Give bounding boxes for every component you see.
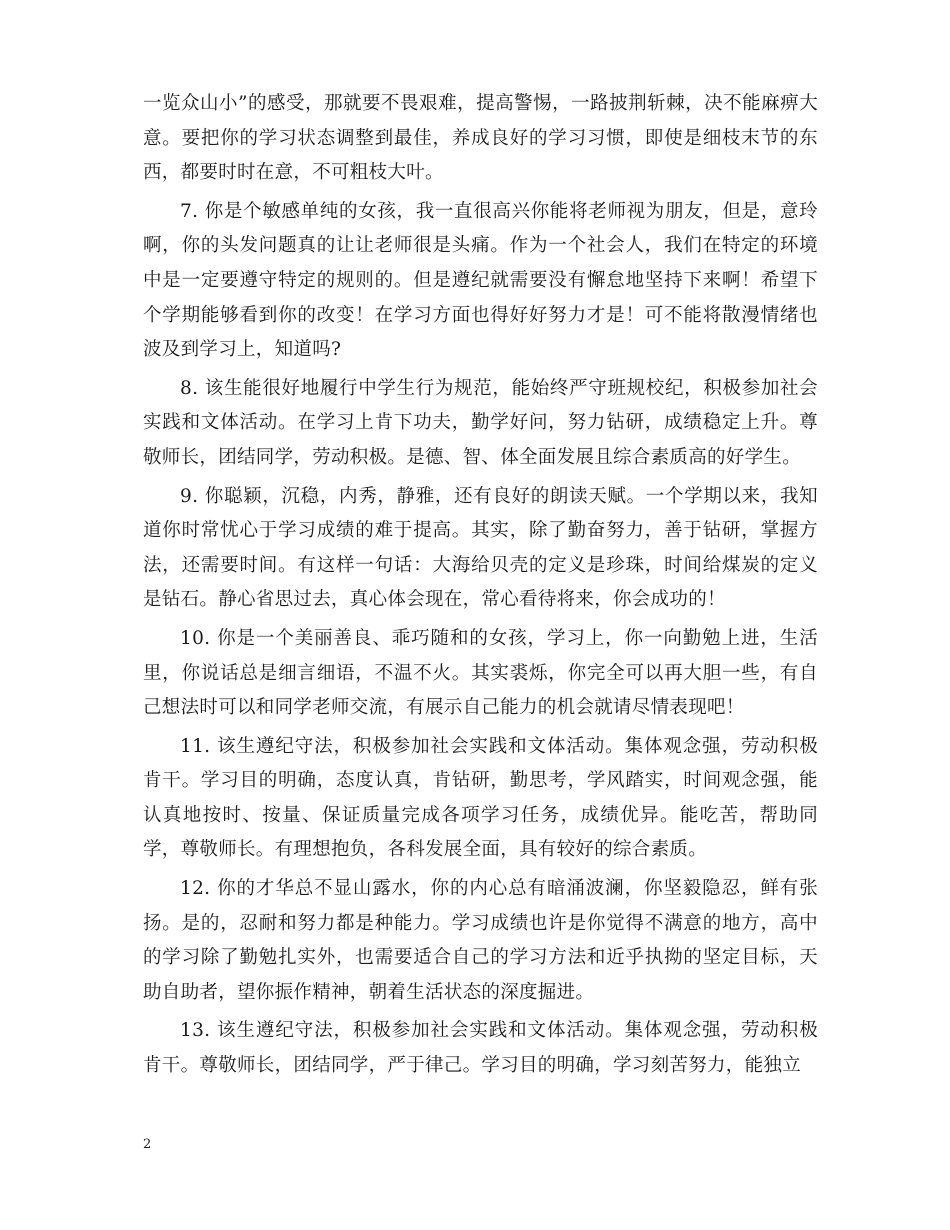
paragraph-comment-11: 11. 该生遵纪守法，积极参加社会实践和文体活动。集体观念强，劳动积极肯干。学习目的明确，态度认真，肯钻研，勤思考，学风踏实，时间观念强，能认真地按时、按量、保证质量完成各项学习任务，成绩优异。能吃苦，帮助同学，尊敬师长。有理想抱负，各科发展全面，具有较好的综合素质。: [143, 735, 818, 861]
page-number: 2: [143, 1137, 152, 1152]
document-body: [143, 87, 818, 1088]
paragraph-comment-12: 12. 你的才华总不显山露水，你的内心总有暗涌波澜，你坚毅隐忍，鲜有张扬。是的，忍耐和努力都是种能力。学习成绩也许是你觉得不满意的地方，高中的学习除了勤勉扎实外，也需要适合自己的学习方法和近乎执拗的坚定目标，天助自助者，望你振作精神，朝着生活状态的深度掘进。: [143, 878, 818, 1003]
paragraph-comment-10: 10. 你是一个美丽善良、乖巧随和的女孩，学习上，你一向勤勉上进，生活里，你说话总是细言细语，不温不火。其实裘烁，你完全可以再大胆一些，有自己想法时可以和同学老师交流，有展示自己能力的机会就请尽情表现吧！: [143, 627, 818, 719]
paragraph-comment-9: 9. 你聪颖，沉稳，内秀，静雅，还有良好的朗读天赋。一个学期以来，我知道你时常忧心于学习成绩的难于提高。其实，除了勤奋努力，善于钻研，掌握方法，还需要时间。有这样一句话：大海给贝壳的定义是珍珠，时间给煤炭的定义是钻石。静心省思过去，真心体会现在，常心看待将来，你会成功的！: [143, 485, 818, 611]
paragraph-comment-13: 13. 该生遵纪守法，积极参加社会实践和文体活动。集体观念强，劳动积极肯干。尊敬师长，团结同学，严于律己。学习目的明确，学习刻苦努力，能独立: [143, 1020, 818, 1077]
paragraph-continued: 一览众山小”的感受，那就要不畏艰难，提高警惕，一路披荆斩棘，决不能麻痹大意。要把你的学习状态调整到最佳，养成良好的学习习惯，即使是细枝末节的东西，都要时时在意，不可粗枝大叶。: [143, 93, 818, 184]
paragraph-comment-7: 7. 你是个敏感单纯的女孩，我一直很高兴你能将老师视为朋友，但是，意玲啊，你的头发问题真的让让老师很是头痛。作为一个社会人，我们在特定的环境中是一定要遵守特定的规则的。但是遵纪就需要没有懈怠地坚持下来啊！希望下个学期能够看到你的改变！在学习方面也得好好努力才是！可不能将散漫情绪也波及到学习上，知道吗?: [143, 200, 818, 361]
paragraph-comment-8: 8. 该生能很好地履行中学生行为规范，能始终严守班规校纪，积极参加社会实践和文体活动。在学习上肯下功夫，勤学好问，努力钻研，成绩稳定上升。尊敬师长，团结同学，劳动积极。是德、智、体全面发展且综合素质高的好学生。: [143, 377, 818, 468]
